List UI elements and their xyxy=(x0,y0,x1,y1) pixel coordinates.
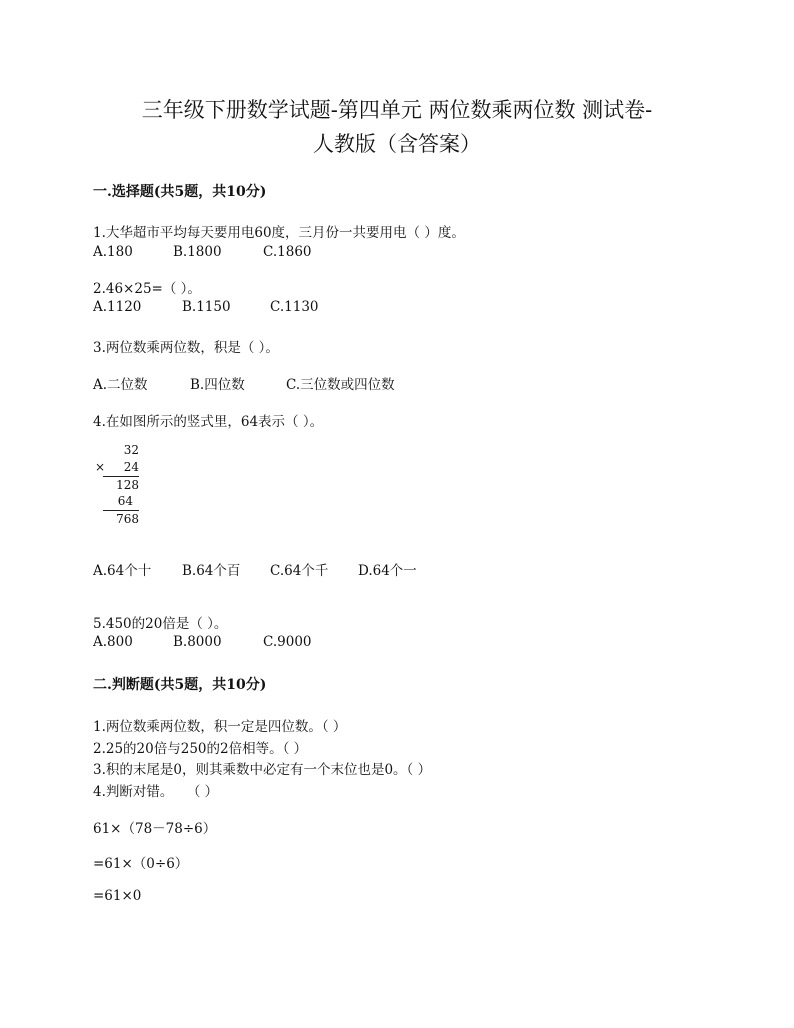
question-1-text: 1.大华超市平均每天要用电60度，三月份一共要用电（ ）度。 xyxy=(93,225,465,241)
section2-heading: 二.判断题(共5题，共10分) xyxy=(93,677,267,693)
calc-rule-2 xyxy=(103,510,139,511)
judge-3-text: 3.积的末尾是0，则其乘数中必定有一个末位也是0。（ ） xyxy=(93,762,432,778)
option-a: A.800 xyxy=(93,634,133,650)
page-title-line2: 人教版（含答案） xyxy=(313,132,481,156)
option-c: C.64个千 xyxy=(270,563,329,579)
judge-4-step-1: 61×（78－78÷6） xyxy=(93,821,217,837)
option-a: A.64个十 xyxy=(93,563,152,579)
question-4-options xyxy=(93,559,417,579)
question-4-text: 4.在如图所示的竖式里，64表示（ ）。 xyxy=(93,414,324,430)
judge-2-text: 2.25的20倍与250的2倍相等。（ ） xyxy=(93,741,308,757)
page-title-line1: 三年级下册数学试题-第四单元 两位数乘两位数 测试卷- xyxy=(141,98,653,122)
judge-1-text: 1.两位数乘两位数，积一定是四位数。（ ） xyxy=(93,719,347,735)
option-b: B.1150 xyxy=(182,299,231,315)
judge-4-step-3: =61×0 xyxy=(93,888,142,904)
question-1-options xyxy=(93,244,312,260)
question-2-text: 2.46×25=（ ）。 xyxy=(93,281,201,297)
option-b: B.8000 xyxy=(173,634,222,650)
option-a: A.二位数 xyxy=(93,377,148,393)
calc-multiplier: 24 xyxy=(123,460,139,474)
option-b: B.64个百 xyxy=(182,563,241,579)
option-b: B.1800 xyxy=(173,244,222,260)
calc-result: 768 xyxy=(116,512,139,526)
calc-partial-2: 64 xyxy=(117,494,133,508)
option-c: C.9000 xyxy=(263,634,312,650)
option-b: B.四位数 xyxy=(190,377,245,393)
option-d: D.64个一 xyxy=(358,563,417,579)
calc-rule-1 xyxy=(103,476,139,477)
judge-4-text: 4.判断对错。 （ ） xyxy=(93,784,219,800)
question-3-options xyxy=(93,373,395,393)
section1-heading: 一.选择题(共5题，共10分) xyxy=(93,184,267,200)
question-3-text: 3.两位数乘两位数，积是（ ）。 xyxy=(93,340,279,356)
calc-partial-1: 128 xyxy=(116,478,139,492)
question-2-options xyxy=(93,299,319,315)
option-c: C.三位数或四位数 xyxy=(286,377,395,393)
vertical-multiplication xyxy=(93,443,153,533)
times-sign: × xyxy=(95,460,106,474)
option-a: A.1120 xyxy=(93,299,142,315)
option-c: C.1860 xyxy=(263,244,312,260)
question-5-text: 5.450的20倍是（ ）。 xyxy=(93,616,228,632)
option-c: C.1130 xyxy=(270,299,319,315)
judge-4-step-2: =61×（0÷6） xyxy=(93,856,189,872)
option-a: A.180 xyxy=(93,244,133,260)
question-5-options xyxy=(93,634,312,650)
calc-multiplicand: 32 xyxy=(123,443,139,457)
